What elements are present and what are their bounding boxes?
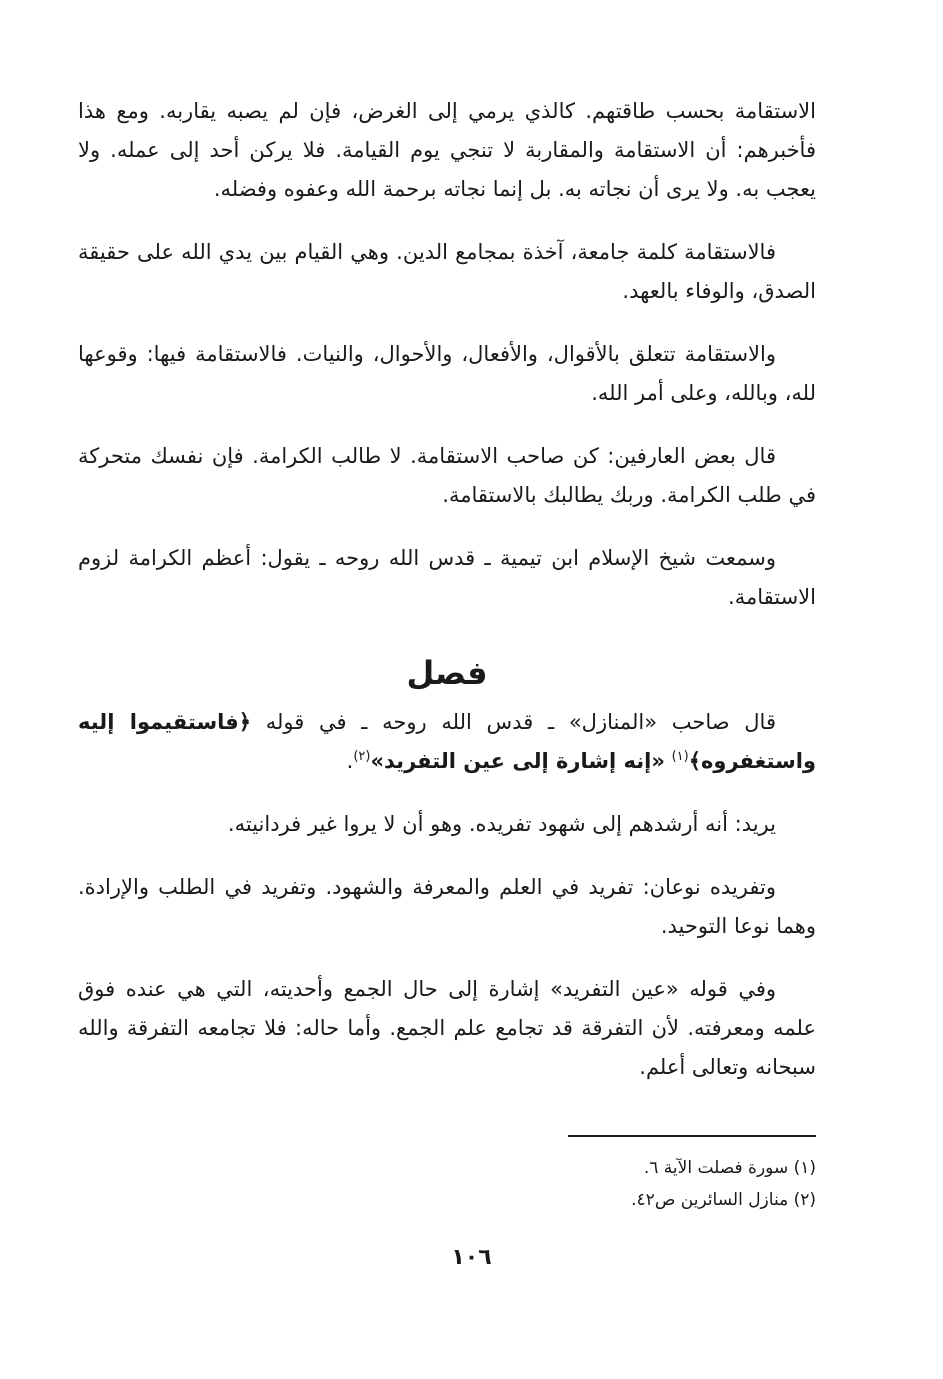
paragraph-6-intro: قال صاحب «المنازل» ـ قدس الله روحه ـ في قوله [251,710,776,734]
quoted-text: «إنه إشارة إلى عين التفريد» [370,749,665,773]
paragraph-7: يريد: أنه أرشدهم إلى شهود تفريده. وهو أن لا يروا غير فردانيته. [227,812,776,836]
section-heading: فصل [406,654,488,692]
paragraph-6 [78,703,816,781]
footnote-1: (١) سورة فصلت الآية ٦. [643,1158,816,1178]
quran-verse: ﴿فاستقيموا إليه واستغفروه﴾ [78,710,816,773]
footnote-2: (٢) منازل السائرين ص٤٢. [631,1190,816,1210]
paragraph-8: وتفريده نوعان: تفريد في العلم والمعرفة والشهود. وتفريد في الطلب والإرادة. وهما نوعا التوحيد. [78,875,816,938]
footnote-ref-2: (٢) [353,749,371,764]
page-body [78,92,816,1111]
paragraph-6-end: . [346,749,354,773]
paragraph-9: وفي قوله «عين التفريد» إشارة إلى حال الجمع وأحديته، التي هي عنده فوق علمه ومعرفته. لأن التفرقة قد تجامع علم الجمع. وأما حاله: فلا تجامعه التفرقة والله سبحانه وتعالى أعلم. [78,977,816,1079]
footnote-divider [568,1135,816,1137]
page-number: ١٠٦ [451,1245,492,1270]
paragraph-4: قال بعض العارفين: كن صاحب الاستقامة. لا طالب الكرامة. فإن نفسك متحركة في طلب الكرامة. وربك يطالبك بالاستقامة. [78,444,816,507]
paragraph-1: الاستقامة بحسب طاقتهم. كالذي يرمي إلى الغرض، فإن لم يصبه يقاربه. ومع هذا فأخبرهم: أن الاستقامة والمقاربة لا تنجي يوم القيامة. فلا يركن أحد إلى عمله. ولا يعجب به. ولا يرى أن نجاته به. بل إنما نجاته برحمة الله وعفوه وفضله. [78,99,816,201]
paragraph-5: وسمعت شيخ الإسلام ابن تيمية ـ قدس الله روحه ـ يقول: أعظم الكرامة لزوم الاستقامة. [78,546,816,609]
footnote-ref-1: (١) [671,749,689,764]
paragraph-2: فالاستقامة كلمة جامعة، آخذة بمجامع الدين. وهي القيام بين يدي الله على حقيقة الصدق، والوفاء بالعهد. [78,240,816,303]
footnotes [78,1152,816,1216]
paragraph-3: والاستقامة تتعلق بالأقوال، والأفعال، والأحوال، والنيات. فالاستقامة فيها: وقوعها لله، وبالله، وعلى أمر الله. [78,342,816,405]
